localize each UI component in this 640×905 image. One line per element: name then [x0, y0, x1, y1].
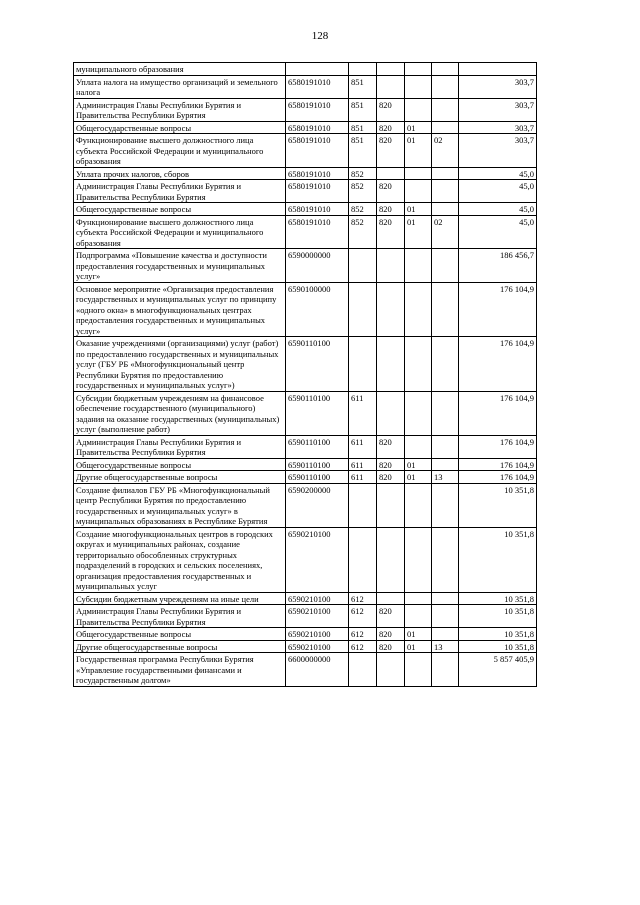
- item-name-cell: Другие общегосударственные вопросы: [74, 471, 286, 484]
- target-article-cell: 6590210100: [286, 640, 349, 653]
- administrator-cell: 820: [377, 134, 405, 168]
- section-cell: 01: [405, 215, 432, 249]
- item-name-cell: Общегосударственные вопросы: [74, 203, 286, 216]
- amount-cell: 303,7: [459, 134, 537, 168]
- section-cell: [405, 605, 432, 628]
- item-name-cell: Администрация Главы Республики Бурятия и Правительства Республики Бурятия: [74, 435, 286, 458]
- table-row: [74, 282, 537, 337]
- expense-type-cell: 612: [349, 592, 377, 605]
- amount-cell: 10 351,8: [459, 640, 537, 653]
- amount-cell: 5 857 405,9: [459, 653, 537, 687]
- target-article-cell: 6590110100: [286, 458, 349, 471]
- item-name-cell: Функционирование высшего должностного лица субъекта Российской Федерации и муниципального образования: [74, 134, 286, 168]
- table-row: [74, 337, 537, 392]
- target-article-cell: 6600000000: [286, 653, 349, 687]
- item-name-cell: Субсидии бюджетным учреждениям на финансовое обеспечение государственного (муниципального) задания на оказание государственных (муниципальных) услуг (выполнение работ): [74, 391, 286, 435]
- subsection-cell: [432, 180, 459, 203]
- table-row: [74, 180, 537, 203]
- administrator-cell: 820: [377, 215, 405, 249]
- section-cell: [405, 483, 432, 527]
- target-article-cell: 6590210100: [286, 628, 349, 641]
- amount-cell: 176 104,9: [459, 458, 537, 471]
- section-cell: [405, 63, 432, 76]
- target-article-cell: 6590210100: [286, 605, 349, 628]
- administrator-cell: [377, 337, 405, 392]
- subsection-cell: [432, 249, 459, 283]
- section-cell: [405, 653, 432, 687]
- section-cell: 01: [405, 458, 432, 471]
- target-article-cell: 6580191010: [286, 215, 349, 249]
- expense-type-cell: 851: [349, 98, 377, 121]
- target-article-cell: 6590110100: [286, 471, 349, 484]
- item-name-cell: Подпрограмма «Повышение качества и доступности предоставления государственных и муниципальных услуг»: [74, 249, 286, 283]
- table-row: [74, 628, 537, 641]
- administrator-cell: 820: [377, 203, 405, 216]
- target-article-cell: 6590000000: [286, 249, 349, 283]
- target-article-cell: 6580191010: [286, 121, 349, 134]
- item-name-cell: муниципального образования: [74, 63, 286, 76]
- administrator-cell: [377, 282, 405, 337]
- expense-type-cell: [349, 249, 377, 283]
- amount-cell: 176 104,9: [459, 471, 537, 484]
- item-name-cell: Создание филиалов ГБУ РБ «Многофункциональный центр Республики Бурятия по предоставлению государственных и муниципальных услуг» в муниципальных образованиях в Республике Бурятия: [74, 483, 286, 527]
- target-article-cell: 6590100000: [286, 282, 349, 337]
- expense-type-cell: 851: [349, 134, 377, 168]
- administrator-cell: [377, 75, 405, 98]
- expense-type-cell: 851: [349, 75, 377, 98]
- table-row: [74, 458, 537, 471]
- item-name-cell: Создание многофункциональных центров в городских округах и муниципальных районах, создание территориально обособленных структурных подразделений в городских и сельских поселениях, организация предоставления государственных и муниципальных услуг: [74, 527, 286, 592]
- section-cell: [405, 527, 432, 592]
- expense-type-cell: 852: [349, 215, 377, 249]
- administrator-cell: 820: [377, 180, 405, 203]
- administrator-cell: [377, 249, 405, 283]
- subsection-cell: 02: [432, 134, 459, 168]
- item-name-cell: Уплата прочих налогов, сборов: [74, 167, 286, 180]
- expense-type-cell: [349, 337, 377, 392]
- table-row: [74, 653, 537, 687]
- section-cell: [405, 337, 432, 392]
- expense-type-cell: 611: [349, 391, 377, 435]
- budget-table: [73, 62, 537, 687]
- administrator-cell: 820: [377, 458, 405, 471]
- subsection-cell: [432, 63, 459, 76]
- expense-type-cell: 611: [349, 471, 377, 484]
- administrator-cell: [377, 653, 405, 687]
- administrator-cell: 820: [377, 471, 405, 484]
- subsection-cell: [432, 653, 459, 687]
- expense-type-cell: 611: [349, 435, 377, 458]
- subsection-cell: [432, 98, 459, 121]
- section-cell: 01: [405, 134, 432, 168]
- administrator-cell: 820: [377, 605, 405, 628]
- administrator-cell: 820: [377, 640, 405, 653]
- item-name-cell: Функционирование высшего должностного лица субъекта Российской Федерации и муниципального образования: [74, 215, 286, 249]
- administrator-cell: 820: [377, 98, 405, 121]
- section-cell: [405, 98, 432, 121]
- item-name-cell: Администрация Главы Республики Бурятия и Правительства Республики Бурятия: [74, 180, 286, 203]
- section-cell: [405, 435, 432, 458]
- amount-cell: [459, 63, 537, 76]
- item-name-cell: Администрация Главы Республики Бурятия и Правительства Республики Бурятия: [74, 605, 286, 628]
- target-article-cell: 6580191010: [286, 75, 349, 98]
- expense-type-cell: 612: [349, 605, 377, 628]
- amount-cell: 45,0: [459, 180, 537, 203]
- page-number: 128: [311, 30, 329, 42]
- subsection-cell: [432, 121, 459, 134]
- administrator-cell: [377, 167, 405, 180]
- amount-cell: 176 104,9: [459, 435, 537, 458]
- expense-type-cell: 852: [349, 203, 377, 216]
- expense-type-cell: 852: [349, 167, 377, 180]
- amount-cell: 45,0: [459, 203, 537, 216]
- amount-cell: 10 351,8: [459, 605, 537, 628]
- section-cell: 01: [405, 628, 432, 641]
- table-row: [74, 75, 537, 98]
- expense-type-cell: 612: [349, 640, 377, 653]
- section-cell: [405, 391, 432, 435]
- table-row: [74, 249, 537, 283]
- subsection-cell: 02: [432, 215, 459, 249]
- table-row: [74, 592, 537, 605]
- subsection-cell: [432, 282, 459, 337]
- table-row: [74, 134, 537, 168]
- table-row: [74, 471, 537, 484]
- expense-type-cell: 852: [349, 180, 377, 203]
- budget-table-body: [74, 63, 537, 687]
- administrator-cell: [377, 483, 405, 527]
- administrator-cell: 820: [377, 628, 405, 641]
- subsection-cell: [432, 337, 459, 392]
- subsection-cell: [432, 628, 459, 641]
- subsection-cell: [432, 203, 459, 216]
- section-cell: [405, 167, 432, 180]
- table-row: [74, 527, 537, 592]
- administrator-cell: [377, 527, 405, 592]
- subsection-cell: 13: [432, 471, 459, 484]
- expense-type-cell: 611: [349, 458, 377, 471]
- target-article-cell: 6580191010: [286, 134, 349, 168]
- section-cell: 01: [405, 640, 432, 653]
- administrator-cell: 820: [377, 121, 405, 134]
- target-article-cell: 6580191010: [286, 203, 349, 216]
- table-row: [74, 63, 537, 76]
- section-cell: 01: [405, 121, 432, 134]
- amount-cell: 186 456,7: [459, 249, 537, 283]
- item-name-cell: Общегосударственные вопросы: [74, 121, 286, 134]
- item-name-cell: Другие общегосударственные вопросы: [74, 640, 286, 653]
- amount-cell: 176 104,9: [459, 337, 537, 392]
- target-article-cell: 6590200000: [286, 483, 349, 527]
- amount-cell: 303,7: [459, 98, 537, 121]
- section-cell: 01: [405, 471, 432, 484]
- amount-cell: 10 351,8: [459, 483, 537, 527]
- table-row: [74, 121, 537, 134]
- expense-type-cell: 851: [349, 121, 377, 134]
- target-article-cell: 6580191010: [286, 98, 349, 121]
- target-article-cell: 6590210100: [286, 592, 349, 605]
- item-name-cell: Администрация Главы Республики Бурятия и Правительства Республики Бурятия: [74, 98, 286, 121]
- expense-type-cell: [349, 483, 377, 527]
- administrator-cell: [377, 63, 405, 76]
- subsection-cell: [432, 435, 459, 458]
- section-cell: [405, 282, 432, 337]
- table-row: [74, 640, 537, 653]
- administrator-cell: 820: [377, 435, 405, 458]
- item-name-cell: Субсидии бюджетным учреждениям на иные цели: [74, 592, 286, 605]
- administrator-cell: [377, 592, 405, 605]
- table-row: [74, 98, 537, 121]
- subsection-cell: [432, 167, 459, 180]
- target-article-cell: 6580191010: [286, 180, 349, 203]
- subsection-cell: [432, 605, 459, 628]
- item-name-cell: Общегосударственные вопросы: [74, 458, 286, 471]
- administrator-cell: [377, 391, 405, 435]
- target-article-cell: 6590110100: [286, 391, 349, 435]
- amount-cell: 10 351,8: [459, 592, 537, 605]
- amount-cell: 45,0: [459, 215, 537, 249]
- target-article-cell: 6590110100: [286, 435, 349, 458]
- item-name-cell: Общегосударственные вопросы: [74, 628, 286, 641]
- table-row: [74, 483, 537, 527]
- section-cell: [405, 249, 432, 283]
- target-article-cell: [286, 63, 349, 76]
- subsection-cell: [432, 592, 459, 605]
- table-row: [74, 435, 537, 458]
- target-article-cell: 6580191010: [286, 167, 349, 180]
- table-row: [74, 605, 537, 628]
- section-cell: 01: [405, 203, 432, 216]
- subsection-cell: [432, 391, 459, 435]
- amount-cell: 10 351,8: [459, 527, 537, 592]
- amount-cell: 176 104,9: [459, 282, 537, 337]
- table-row: [74, 167, 537, 180]
- amount-cell: 45,0: [459, 167, 537, 180]
- table-row: [74, 203, 537, 216]
- expense-type-cell: [349, 282, 377, 337]
- subsection-cell: 13: [432, 640, 459, 653]
- amount-cell: 303,7: [459, 75, 537, 98]
- item-name-cell: Оказание учреждениями (организациями) услуг (работ) по предоставлению государственных и муниципальных услуг (ГБУ РБ «Многофункциональный центр Республики Бурятия по предоставлению государственных и муниципальных услуг»): [74, 337, 286, 392]
- expense-type-cell: [349, 63, 377, 76]
- section-cell: [405, 180, 432, 203]
- subsection-cell: [432, 483, 459, 527]
- target-article-cell: 6590210100: [286, 527, 349, 592]
- amount-cell: 176 104,9: [459, 391, 537, 435]
- amount-cell: 303,7: [459, 121, 537, 134]
- item-name-cell: Уплата налога на имущество организаций и земельного налога: [74, 75, 286, 98]
- item-name-cell: Основное мероприятие «Организация предоставления государственных и муниципальных услуг по принципу «одного окна» в многофункциональных центрах предоставления государственных и муниципальных услуг»: [74, 282, 286, 337]
- section-cell: [405, 75, 432, 98]
- expense-type-cell: [349, 653, 377, 687]
- expense-type-cell: [349, 527, 377, 592]
- section-cell: [405, 592, 432, 605]
- subsection-cell: [432, 75, 459, 98]
- subsection-cell: [432, 458, 459, 471]
- subsection-cell: [432, 527, 459, 592]
- amount-cell: 10 351,8: [459, 628, 537, 641]
- expense-type-cell: 612: [349, 628, 377, 641]
- table-row: [74, 391, 537, 435]
- item-name-cell: Государственная программа Республики Бурятия «Управление государственными финансами и государственным долгом»: [74, 653, 286, 687]
- target-article-cell: 6590110100: [286, 337, 349, 392]
- table-row: [74, 215, 537, 249]
